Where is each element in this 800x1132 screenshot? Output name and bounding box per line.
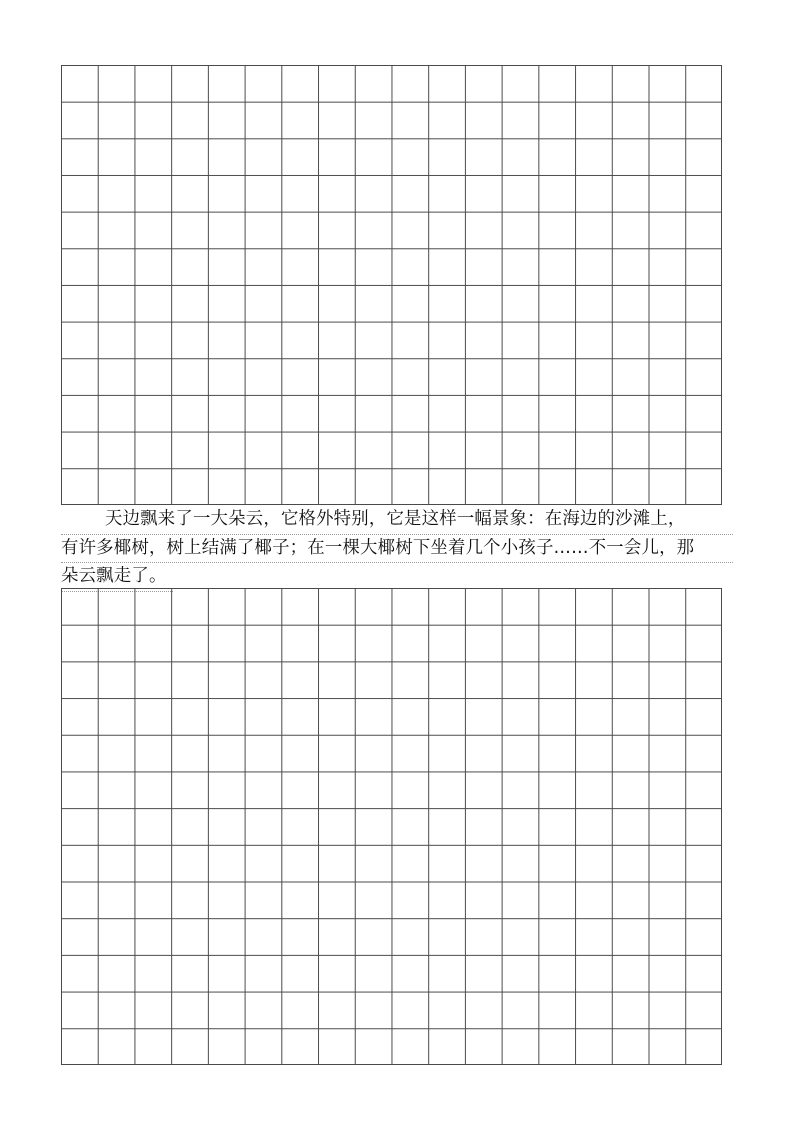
prompt-line-1: 天边飘来了一大朵云，它格外特别，它是这样一幅景象：在海边的沙滩上，: [61, 506, 733, 535]
writing-grid-top: [61, 65, 722, 505]
prompt-line-3: 朵云飘走了。: [61, 563, 173, 592]
writing-prompt: [61, 506, 733, 601]
prompt-line-2: 有许多椰树，树上结满了椰子；在一棵大椰树下坐着几个小孩子……不一会儿，那: [61, 535, 733, 564]
writing-grid-bottom: [61, 588, 722, 1065]
